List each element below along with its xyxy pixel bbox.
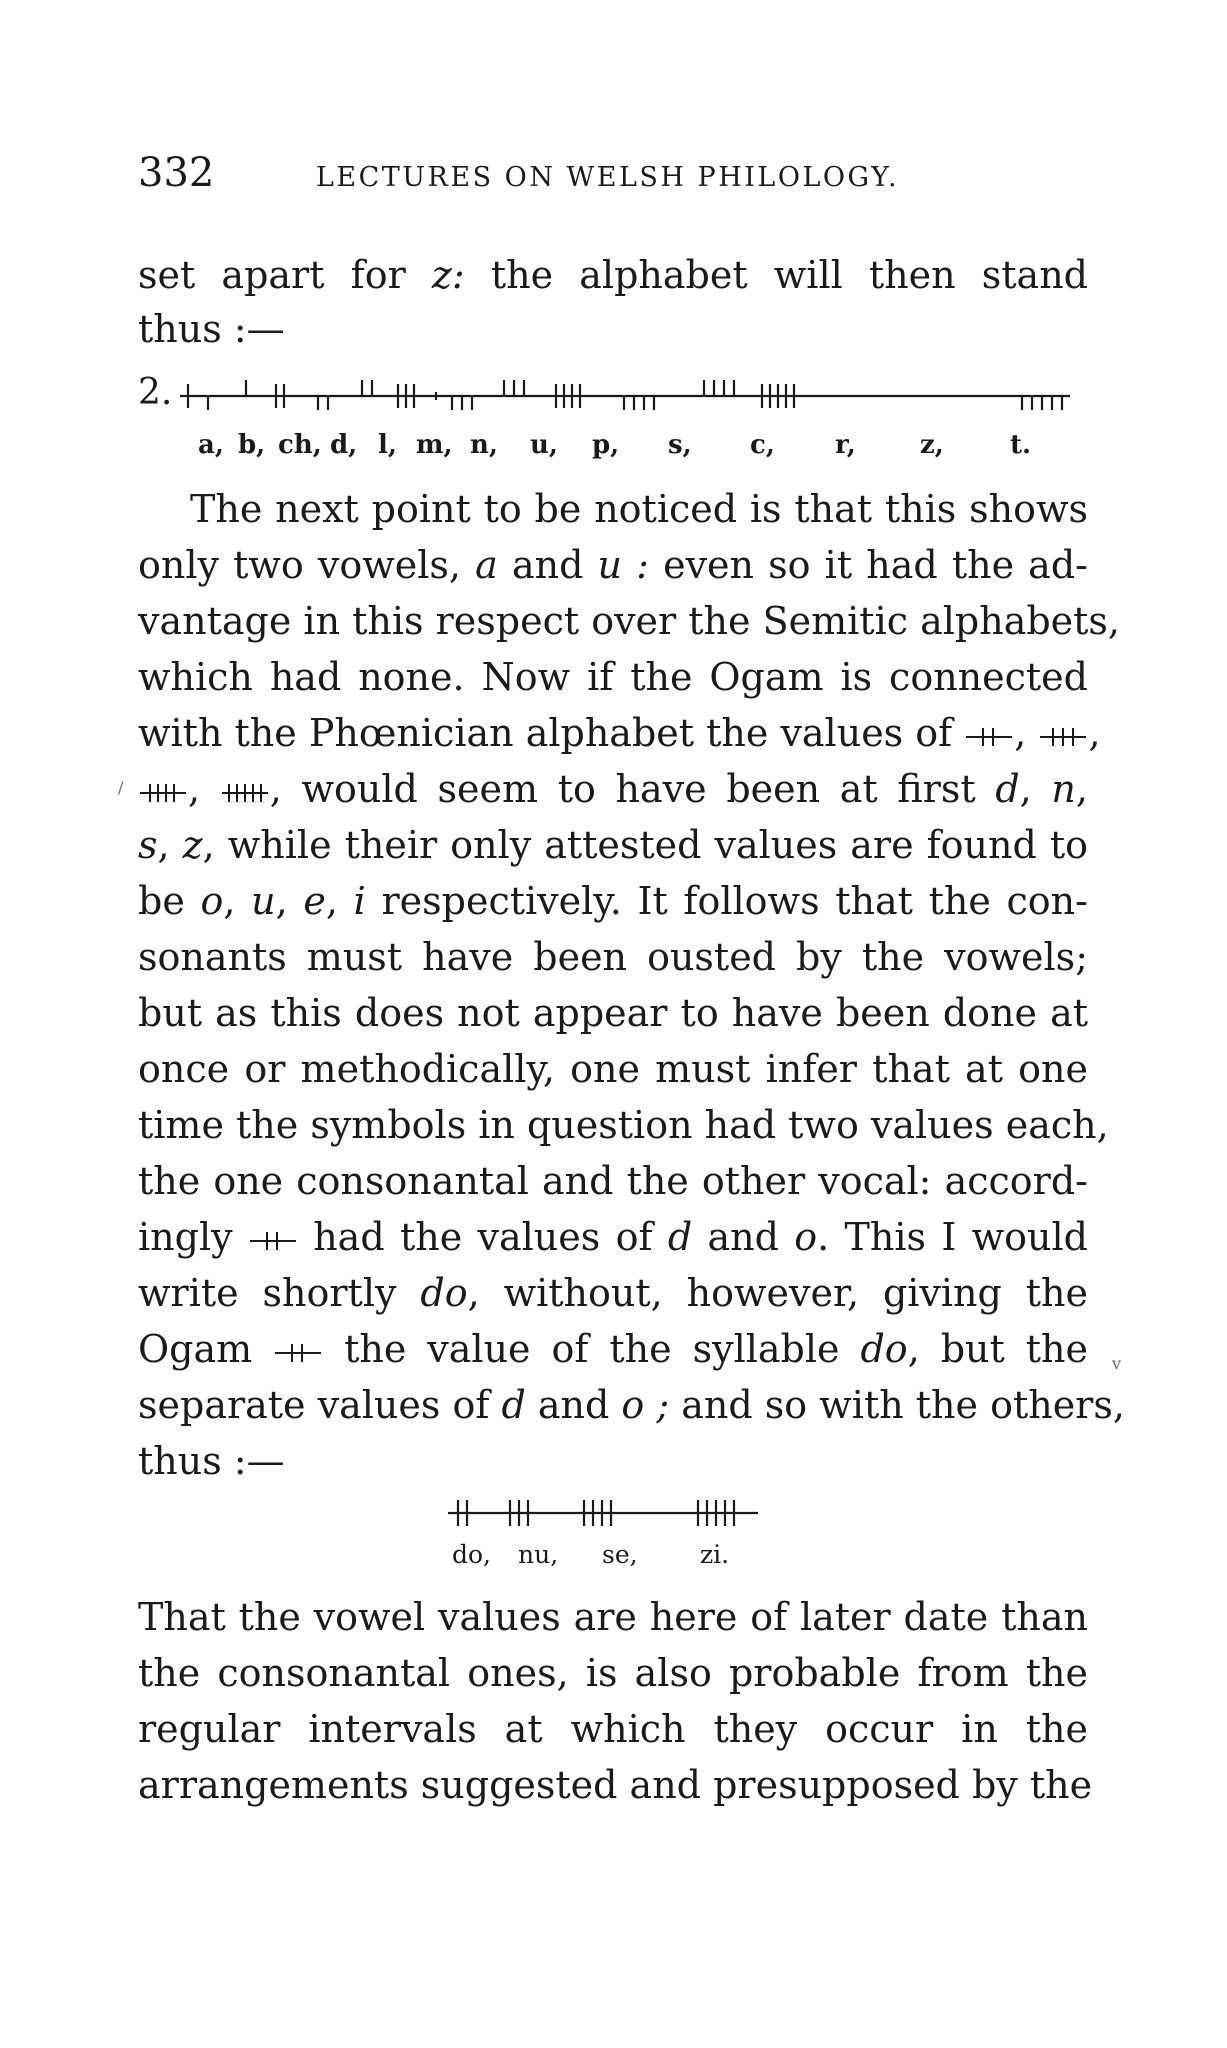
letter-label: b, — [238, 430, 266, 460]
letter-label: z, — [920, 430, 944, 460]
ogam-five-strokes-icon — [220, 781, 270, 805]
ogam-syllable-figure — [448, 1496, 760, 1530]
letter-label: d, — [330, 430, 358, 460]
text-line-19: separate values of d and o ; and so with the others, — [138, 1383, 1125, 1427]
text-line-4: only two vowels, a and u : even so it had the ad- — [138, 543, 1089, 587]
ogam-two-strokes-icon — [248, 1229, 298, 1253]
letter-label: p, — [592, 430, 620, 460]
syllable-label: do, — [452, 1540, 492, 1569]
text-line-23: regular intervals at which they occur in the — [138, 1707, 1088, 1751]
letter-label: l, — [378, 430, 397, 460]
margin-tick-mark: / — [118, 778, 124, 797]
ogam-two-strokes-icon — [273, 1341, 323, 1365]
page-number: 332 — [138, 150, 215, 196]
syllable-label: zi. — [700, 1540, 730, 1569]
letter-label: r, — [835, 430, 856, 460]
margin-tick-mark: v — [1112, 1354, 1122, 1373]
text-line-20: thus :— — [138, 1439, 285, 1483]
letter-label: m, — [416, 430, 453, 460]
text-line-6: which had none. Now if the Ogam is connected — [138, 655, 1088, 699]
page-header — [138, 150, 1088, 210]
text-line-16: ingly had the values of d and o. This I would — [138, 1215, 1088, 1259]
text-line-10: be o, u, e, i respectively. It follows that the con- — [138, 879, 1088, 923]
text-line-3: The next point to be noticed is that this shows — [190, 487, 1088, 531]
letter-label: c, — [750, 430, 775, 460]
figure-number: 2. — [138, 372, 173, 413]
syllable-label: nu, — [518, 1540, 559, 1569]
text-line-15: the one consonantal and the other vocal: accord- — [138, 1159, 1088, 1203]
ogam-two-strokes-icon — [964, 725, 1014, 749]
running-title: LECTURES ON WELSH PHILOLOGY. — [316, 162, 900, 193]
text-line-18: Ogam the value of the syllable do, but the — [138, 1327, 1088, 1371]
letter-label: a, — [198, 430, 224, 460]
text-line-17: write shortly do, without, however, giving the — [138, 1271, 1089, 1315]
text-line-5: vantage in this respect over the Semitic alphabets, — [138, 599, 1121, 643]
letter-label: ch, — [278, 430, 322, 460]
text-line-1: set apart for z: the alphabet will then stand — [138, 253, 1088, 297]
text-line-11: sonants must have been ousted by the vowels; — [138, 935, 1088, 979]
text-line-21: That the vowel values are here of later date than — [138, 1595, 1088, 1639]
ogam-three-strokes-icon — [1038, 725, 1088, 749]
text-line-9: s, z, while their only attested values are found to — [138, 823, 1088, 867]
letter-label: t. — [1010, 430, 1032, 460]
letter-label: s, — [668, 430, 692, 460]
text-line-22: the consonantal ones, is also probable from the — [138, 1651, 1088, 1695]
syllable-label: se, — [602, 1540, 638, 1569]
text-line-24: arrangements suggested and presupposed by the — [138, 1763, 1093, 1807]
text-line-14: time the symbols in question had two values each, — [138, 1103, 1109, 1147]
text-line-7: with the Phœnician alphabet the values of , , — [138, 711, 1101, 755]
text-line-13: once or methodically, one must infer that at one — [138, 1047, 1088, 1091]
text-line-12: but as this does not appear to have been done at — [138, 991, 1088, 1035]
text-line-8: , , would seem to have been at first d, n, — [138, 766, 1088, 812]
ogam-four-strokes-icon — [138, 781, 188, 805]
letter-label: u, — [530, 430, 558, 460]
ogam-alphabet-figure — [180, 370, 1080, 426]
letter-label: n, — [470, 430, 498, 460]
text-line-2: thus :— — [138, 307, 285, 351]
